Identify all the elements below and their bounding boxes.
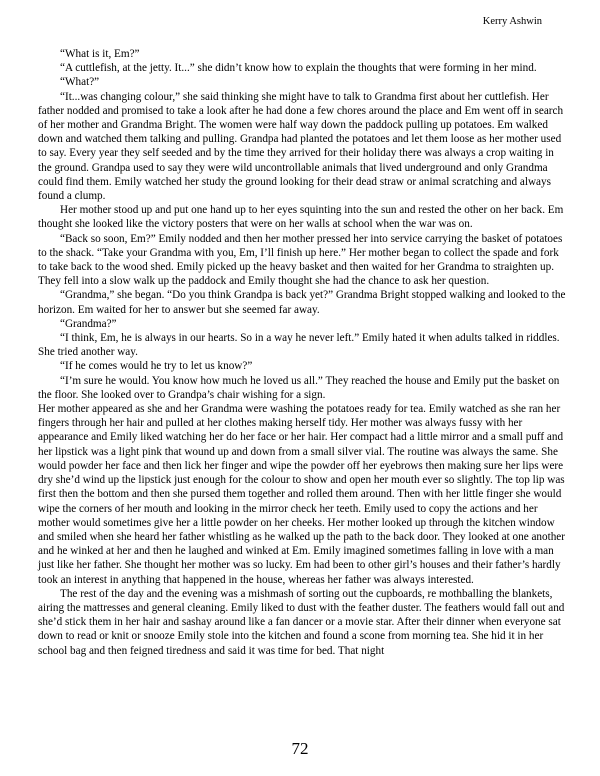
page-number: 72 <box>291 739 309 758</box>
paragraph: “What is it, Em?” <box>60 48 140 60</box>
paragraph: “Back so soon, Em?” Emily nodded and then her mother pressed her into service carrying the basket of potatoes to the shack. “Take your Grandma with you, Em, I’ll finish up here.” Her mother began to collect the spade and fork to take back to the wood shed. Emily picked up the heavy basket and then waited for her Grandma to straighten up. They fell into a slow walk up the paddock and Emily thought she had the chance to ask her question. <box>38 232 563 288</box>
paragraph: “A cuttlefish, at the jetty. It...” she didn’t know how to explain the thoughts that were forming in her mind. <box>60 62 537 75</box>
paragraph: Her mother stood up and put one hand up to her eyes squinting into the sun and rested the other on her back. Em thought she looked like the victory posters that were on her walls at school when the war was on. <box>38 204 564 231</box>
paragraph: “Grandma,” she began. “Do you think Grandpa is back yet?” Grandma Bright stopped walking and looked to the horizon. Em waited for her to answer but she seemed far away. <box>38 289 566 316</box>
body-text <box>38 47 568 658</box>
paragraph: “Grandma?” <box>60 317 117 330</box>
paragraph: “I’m sure he would. You know how much he loved us all.” They reached the house and Emily put the basket on the floor. She looked over to Grandpa’s chair wishing for a sign. <box>38 374 560 401</box>
paragraph: “What?” <box>60 76 100 89</box>
paragraph: “It...was changing colour,” she said thinking she might have to talk to Grandma first about her cuttlefish. Her father nodded and promised to take a look after he had done a few chores around the place and Em went off in search of her mother and Grandma Bright. The women were half way down the paddock pulling up potatoes. Em walked down and watched them talking and pulling. Grandpa had planted the potatoes and let them loose as her mother used to say. Every year they self seeded and by the time they arrived for their holiday there was always a crop waiting in the ground. Grandpa used to say they were wild uncontrollable animals that lived underground and only Grandma could find them. Emily watched her study the ground looking for their dead straw or animal scratching and always found a clump. <box>38 90 564 203</box>
paragraph: Her mother appeared as she and her Grandma were washing the potatoes ready for tea. Emily watched as she ran her fingers through her hair and pulled at her clothes making herself tidy. Her mother was always fussy with her appearance and Emily liked watching her do her face or her hair. Her compact had a little mirror and a small puff and her lipstick was a light pink that wound up and down from a small silver vial. The routine was always the same. She would powder her face and then lick her finger and wipe the powder off her eyebrows then making sure her lips were dry she’d wind up the lipstick just enough for the colour to show and open her mouth ever so slightly. The top lip was first then the bottom and then she pursed them together and rolled them around. Then with her little finger she would wipe the corners of her mouth and looking in the mirror check her teeth. Emily used to copy the actions and her mother would sometimes give her a little powder on her cheeks. Her mother looked up through the kitchen window and smiled when she heard her father whistling as he walked up the path to the back door. They looked at one another and he winked at her and then he laughed and winked at Em. Emily imagined sometimes falling in love with a man just like her father. She thought her mother was so lucky. Em had been to other girl’s houses and their father’s hardly took an interest in anything that happened in the house, whereas her father was always interested. <box>38 403 566 586</box>
running-header-author: Kerry Ashwin <box>482 16 542 27</box>
paragraph: The rest of the day and the evening was a mishmash of sorting out the cupboards, re mothballing the blankets, airing the mattresses and general cleaning. Emily liked to dust with the feather duster. The feathers would fall out and she’d stick them in her hair and sashay around like a fan dancer or a movie star. After their dinner when everyone sat down to read or knit or snooze Emily stole into the kitchen and found a scone from morning tea. She hid it in her school bag and then feigned tiredness and said it was time for bed. That night <box>38 587 565 657</box>
paragraph: “I think, Em, he is always in our hearts. So in a way he never left.” Emily hated it when adults talked in riddles. She tried another way. <box>38 332 560 359</box>
paragraph: “If he comes would he try to let us know?” <box>60 360 253 373</box>
